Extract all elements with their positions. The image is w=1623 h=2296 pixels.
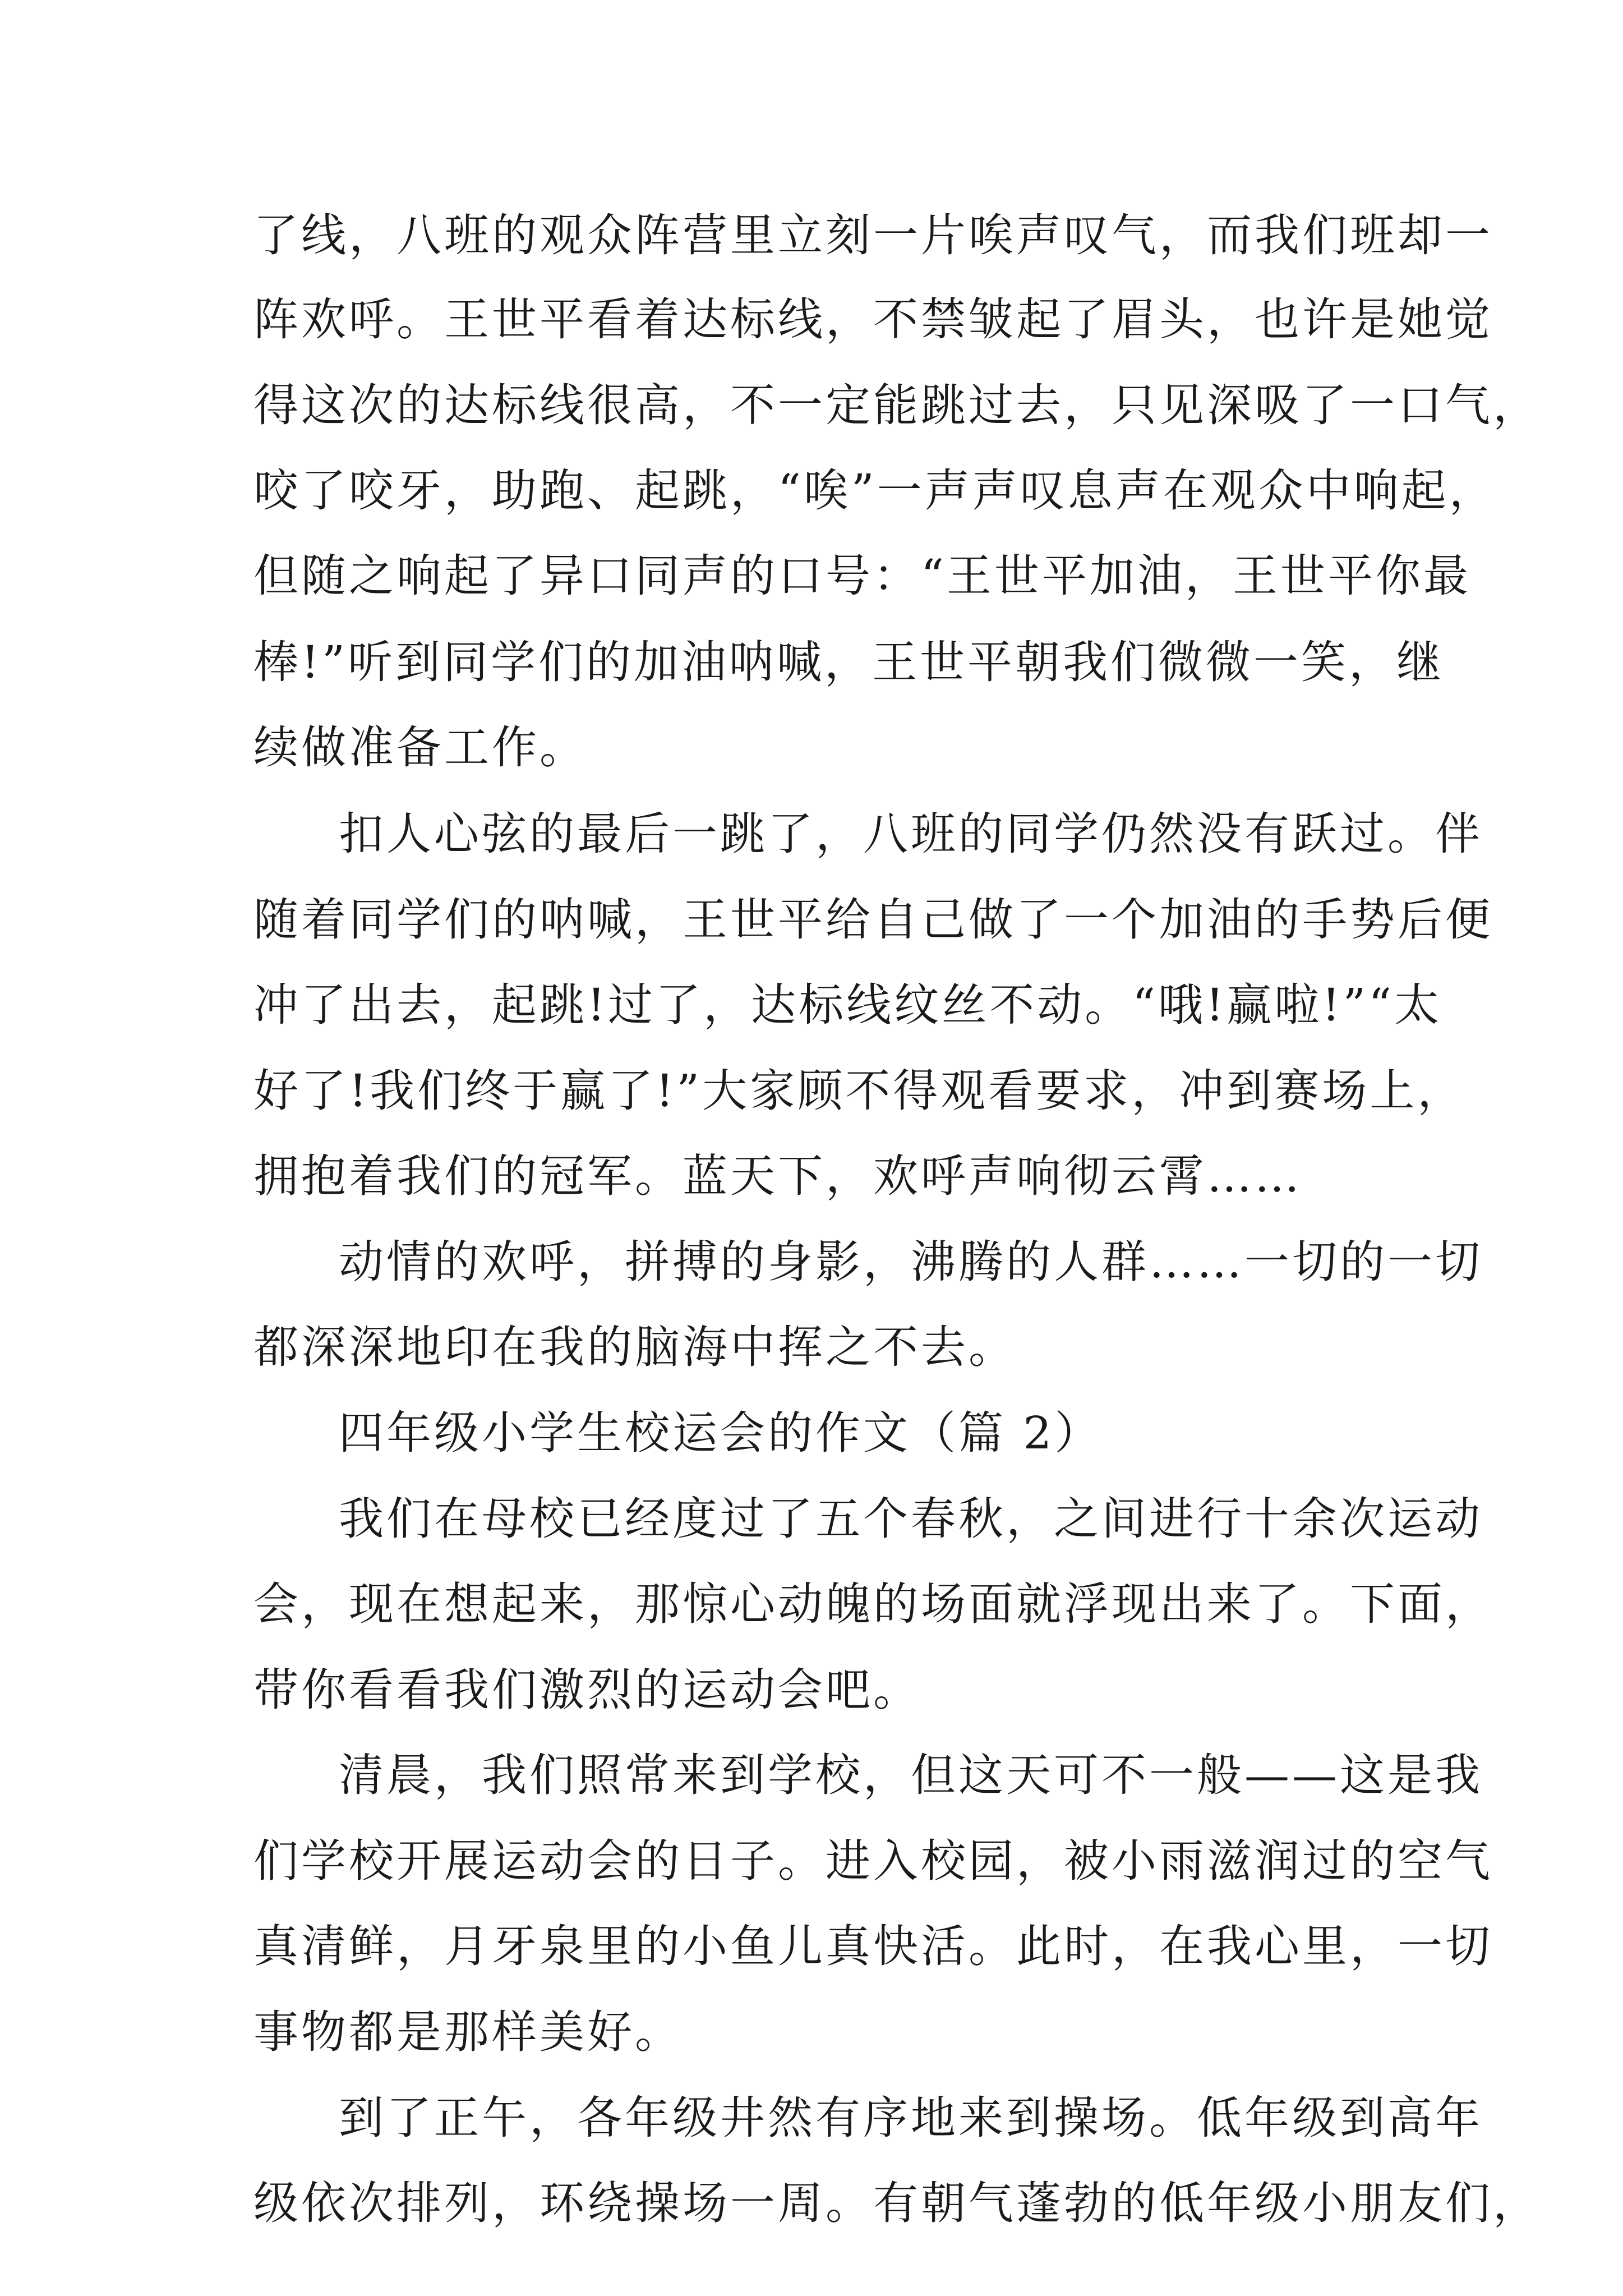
text-line: 清晨，我们照常来到学校，但这天可不一般——这是我: [339, 1749, 1483, 1801]
text-line: 扣人心弦的最后一跳了，八班的同学仍然没有跃过。伴: [339, 808, 1483, 860]
text-line: 得这次的达标线很高，不一定能跳过去，只见深吸了一口气，: [253, 379, 1541, 431]
text-line: 们学校开展运动会的日子。进入校园，被小雨滋润过的空气: [253, 1835, 1493, 1887]
text-line: 动情的欢呼，拼搏的身影，沸腾的人群……一切的一切: [339, 1236, 1483, 1288]
text-line: 阵欢呼。王世平看着达标线，不禁皱起了眉头，也许是她觉: [253, 293, 1493, 346]
text-line: 拥抱着我们的冠军。蓝天下，欢呼声响彻云霄……: [253, 1150, 1302, 1202]
text-line: 随着同学们的呐喊，王世平给自己做了一个加油的手势后便: [253, 894, 1493, 946]
section-heading: 四年级小学生校运会的作文（篇 2）: [339, 1407, 1103, 1459]
text-line: 了线，八班的观众阵营里立刻一片唉声叹气，而我们班却一: [253, 209, 1493, 261]
text-line: 续做准备工作。: [253, 721, 587, 774]
text-line: 级依次排列，环绕操场一周。有朝气蓬勃的低年级小朋友们，: [253, 2177, 1541, 2229]
text-line: 都深深地印在我的脑海中挥之不去。: [253, 1321, 1016, 1373]
text-line: 好了!我们终于赢了!”大家顾不得观看要求，冲到赛场上，: [253, 1065, 1465, 1117]
text-line: 带你看看我们激烈的运动会吧。: [253, 1664, 921, 1716]
text-line: 会，现在想起来，那惊心动魄的场面就浮现出来了。下面，: [253, 1578, 1493, 1630]
text-line: 到了正午，各年级井然有序地来到操场。低年级到高年: [339, 2092, 1483, 2144]
text-line: 冲了出去，起跳!过了，达标线纹丝不动。“哦!赢啦!”“太: [253, 979, 1442, 1031]
text-line: 但随之响起了异口同声的口号：“王世平加油，王世平你最: [253, 550, 1471, 602]
text-line: 咬了咬牙，助跑、起跳，“唉”一声声叹息声在观众中响起，: [253, 464, 1497, 517]
text-line: 棒!”听到同学们的加油呐喊，王世平朝我们微微一笑，继: [253, 636, 1445, 688]
text-line: 真清鲜，月牙泉里的小鱼儿真快活。此时，在我心里，一切: [253, 1920, 1493, 1972]
text-line: 我们在母校已经度过了五个春秋，之间进行十余次运动: [339, 1493, 1483, 1545]
text-line: 事物都是那样美好。: [253, 2006, 683, 2058]
